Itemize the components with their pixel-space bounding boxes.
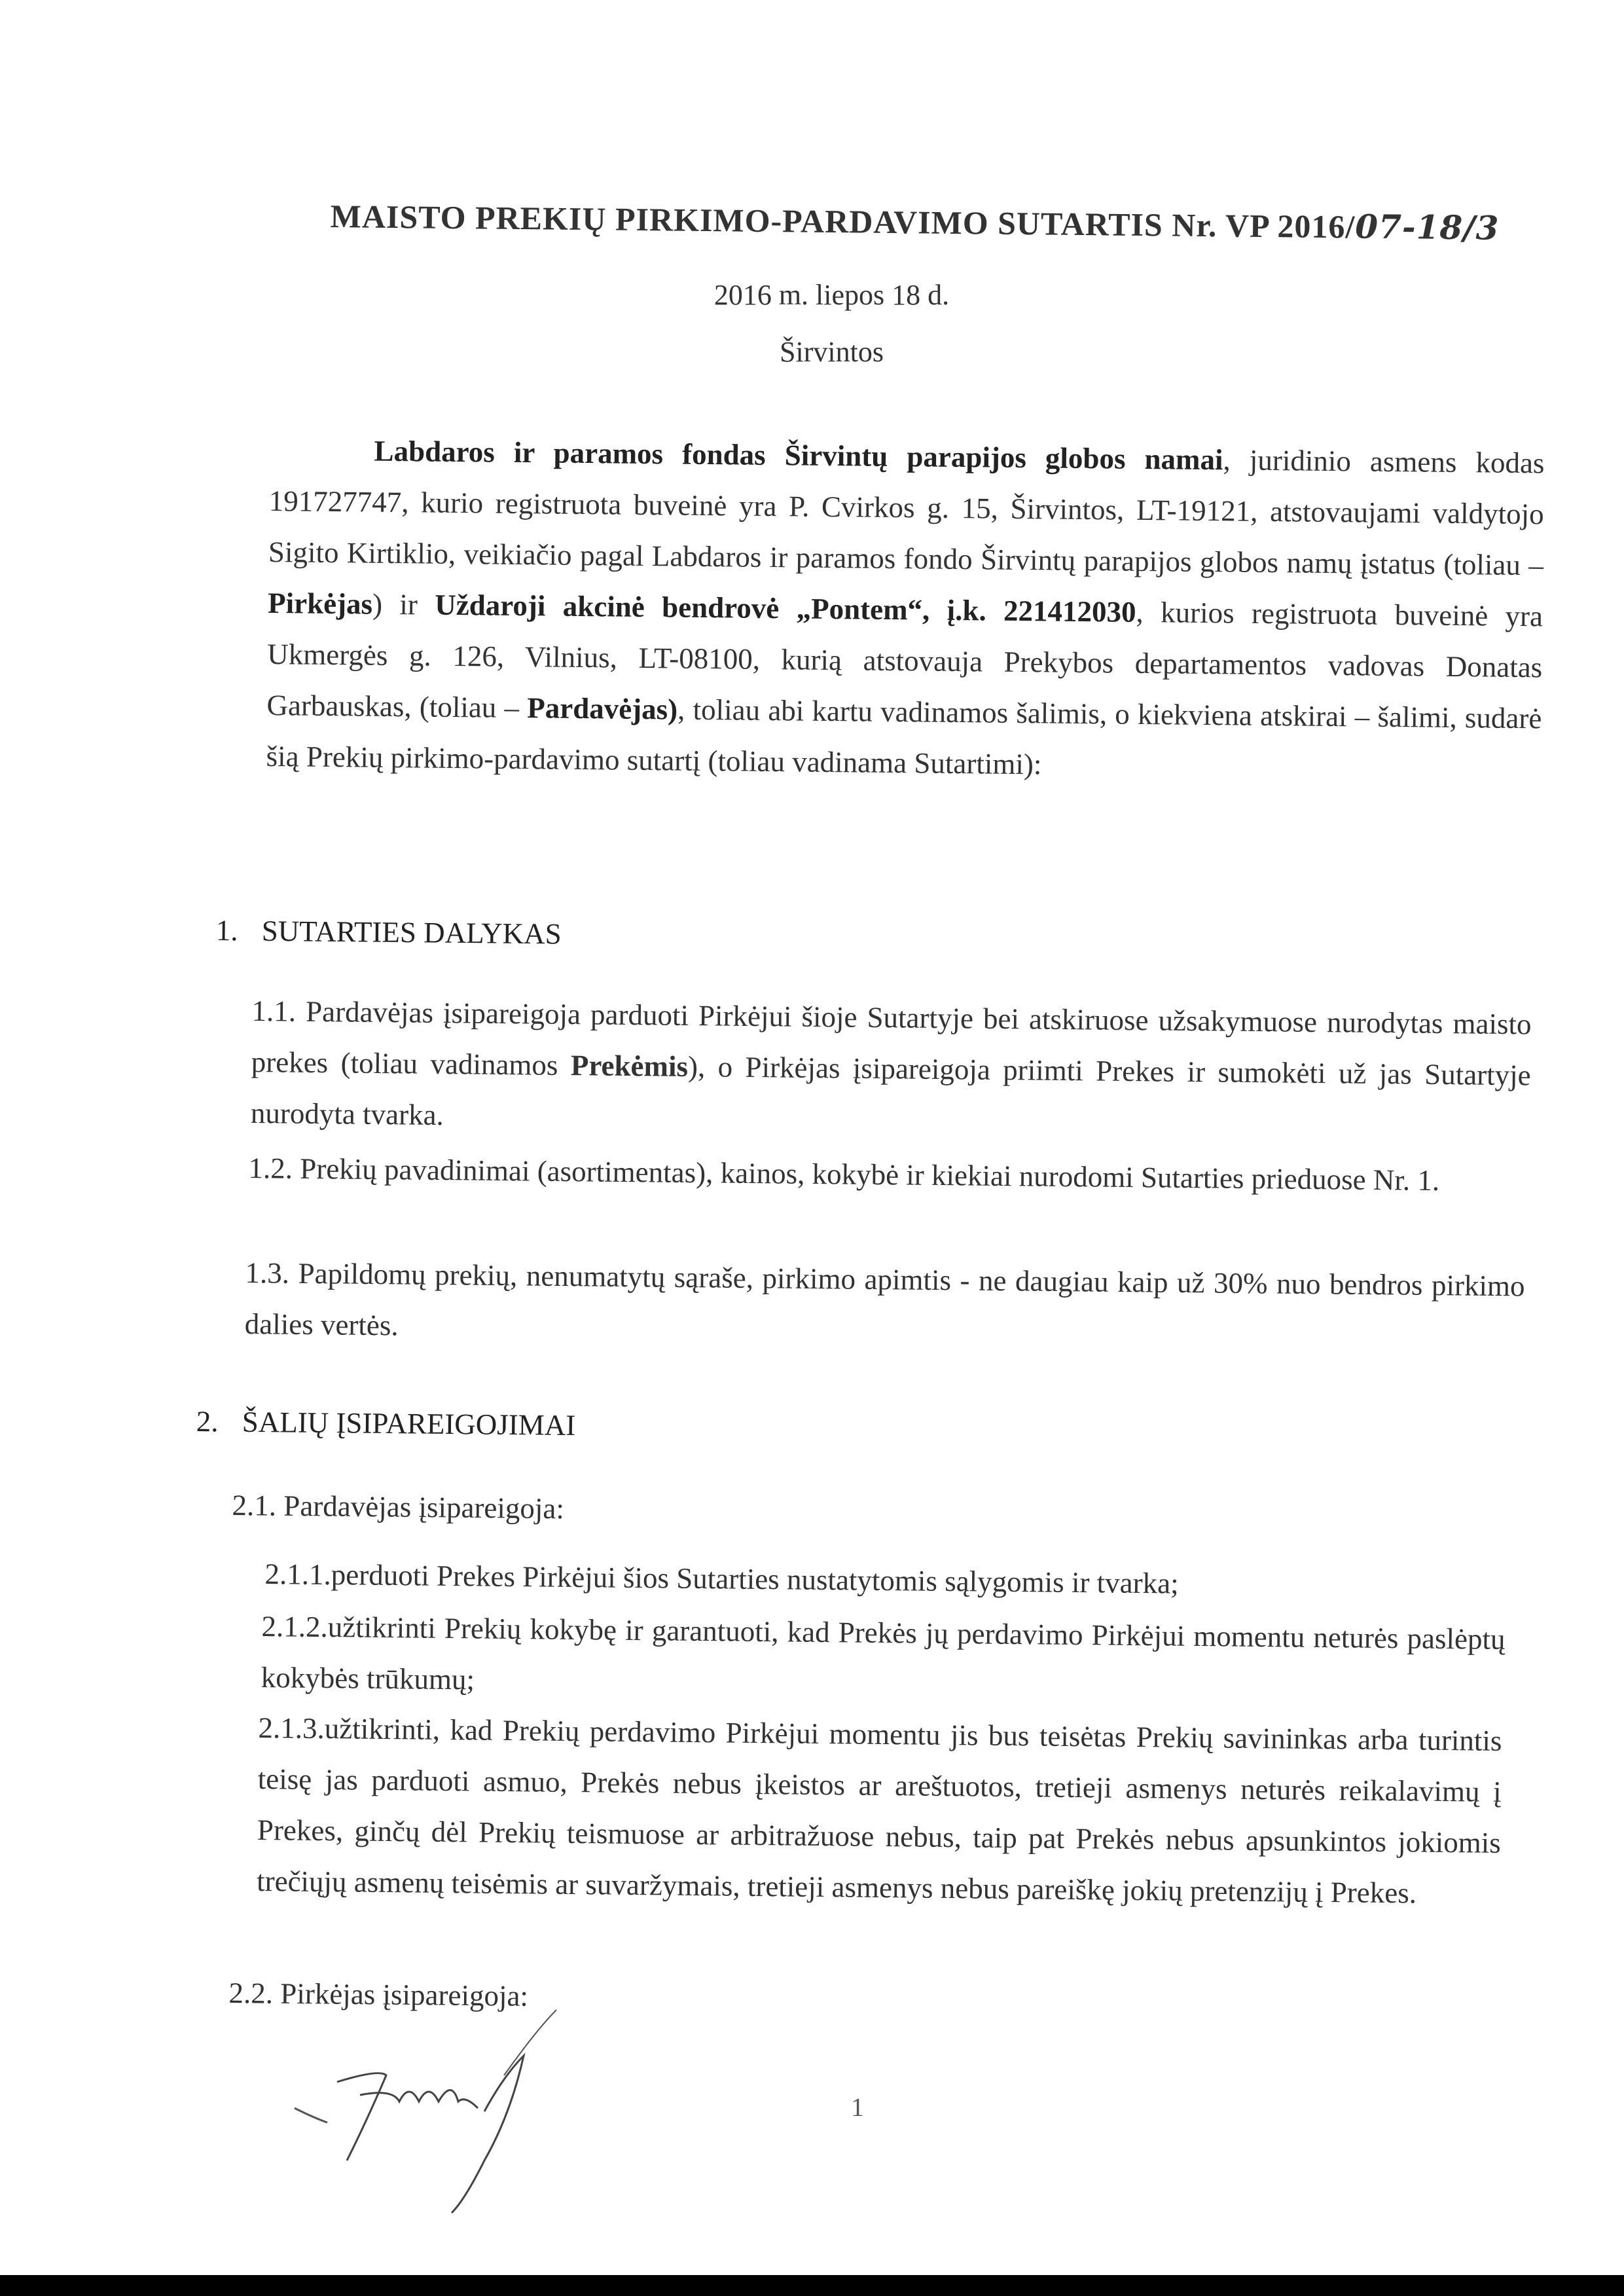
intro-text-2: ) ir	[372, 587, 435, 621]
clause-1-3-number: 1.3.	[245, 1256, 290, 1290]
clause-2-1-3	[257, 1702, 1502, 1920]
clause-2-1-2	[261, 1601, 1506, 1716]
contract-date: 2016 m. liepos 18 d.	[713, 279, 950, 311]
page-number: 1	[851, 2092, 864, 2122]
clause-1-1-number: 1.1.	[251, 994, 297, 1028]
clause-2-1-1-number: 2.1.1.	[264, 1557, 332, 1592]
clause-2-1-3-text: užtikrinti, kad Prekių perdavimo Pirkėjui momentu jis bus teisėtas Prekių savininkas arba turintis teisę jas parduoti asmuo, Prekės nebus įkeistos ar areštuotos, tretieji asmenys neturės reikalavimų į Prekes, ginčų dėl Prekių teismuose ar arbitražuose nebus, taip pat Prekės nebus apsunkintos jokiomis trečiųjų asmenų teisėmis ar suvaržymais, tretieji asmenys nebus pareiškę jokių pretenzijų į Prekes.	[256, 1712, 1502, 1910]
contract-title	[330, 196, 1499, 247]
section-1-heading	[215, 913, 561, 951]
clause-2-1-1-text: perduoti Prekes Pirkėjui šios Sutarties nustatytomis sąlygomis ir tvarka;	[331, 1558, 1179, 1600]
clause-1-3-text: Papildomų prekių, nenumatytų sąraše, pirkimo apimtis - ne daugiau kaip už 30% nuo bendros pirkimo dalies vertės.	[244, 1256, 1525, 1342]
scan-edge-bar	[0, 2275, 1624, 2296]
seller-alias: Pardavėjas)	[527, 691, 678, 726]
section-1-title: SUTARTIES DALYKAS	[261, 914, 562, 951]
intro-paragraph	[266, 424, 1545, 795]
section-1-number: 1.	[215, 914, 238, 947]
clause-2-1: 2.1. Pardavėjas įsipareigoja:	[232, 1488, 565, 1525]
clause-1-2-text: Prekių pavadinimai (asortimentas), kainos, kokybė ir kiekiai nurodomi Sutarties prieduose Nr. 1.	[300, 1152, 1440, 1197]
clause-2-1-2-text: užtikrinti Prekių kokybę ir garantuoti, kad Prekės jų perdavimo Pirkėjui momentu neturės paslėptų kokybės trūkumų;	[261, 1611, 1506, 1696]
signature-drawing	[288, 2003, 628, 2219]
buyer-organization: Labdaros ir paramos fondas Širvintų parapijos globos namai	[374, 434, 1223, 477]
section-2-title: ŠALIŲ ĮSIPAREIGOJIMAI	[242, 1405, 576, 1442]
clause-1-1-term: Prekėmis	[570, 1049, 689, 1083]
clause-1-3	[244, 1247, 1525, 1362]
intro-text-4: , toliau abi kartu vadinamos šalimis, o kiekviena atskirai – šalimi, sudarė šią Prekių pirkimo-pardavimo sutartį (toliau vadinama Sutartimi):	[266, 693, 1542, 781]
section-2-number: 2.	[196, 1405, 219, 1438]
clause-1-2	[248, 1142, 1528, 1207]
clause-2-1-3-number: 2.1.3.	[258, 1711, 325, 1745]
section-2-heading	[196, 1404, 575, 1442]
clause-2-1-2-number: 2.1.2.	[261, 1609, 329, 1644]
buyer-alias: Pirkėjas	[267, 586, 373, 621]
clause-2-2: 2.2. Pirkėjas įsipareigoja:	[228, 1976, 529, 2013]
handwritten-contract-number: 07-18/3	[1355, 207, 1500, 247]
contract-place: Širvintos	[780, 336, 884, 368]
intro-text-1: , juridinio asmens kodas 191727747, kurio registruota buveinė yra P. Cvirkos g. 15, Širvintos, LT-19121, atstovaujami valdytojo Sigito Kirtiklio, veikiačio pagal Labdaros ir paramos fondo Širvintų parapijos globos namų įstatus (toliau –	[268, 443, 1545, 582]
clause-1-1	[251, 985, 1532, 1152]
seller-organization: Uždaroji akcinė bendrovė „Pontem“, į.k. 221412030	[435, 588, 1136, 629]
clause-1-2-number: 1.2.	[248, 1151, 293, 1185]
contract-title-text: MAISTO PREKIŲ PIRKIMO-PARDAVIMO SUTARTIS Nr. VP 2016/	[330, 197, 1356, 246]
intro-text-3: , kurios registruota buveinė yra Ukmergės g. 126, Vilnius, LT-08100, kurią atstovauja Prekybos departamentos vadovas Donatas Garbauskas, (toliau –	[266, 595, 1543, 725]
clause-1-1-text-b: ), o Pirkėjas įsipareigoja priimti Prekes ir sumokėti už jas Sutartyje nurodyta tvarka.	[250, 1049, 1531, 1132]
clause-1-1-text-a: Pardavėjas įsipareigoja parduoti Pirkėjui šioje Sutartyje bei atskiruose užsakymuose nurodytas maisto prekes (toliau vadinamos	[251, 994, 1532, 1082]
